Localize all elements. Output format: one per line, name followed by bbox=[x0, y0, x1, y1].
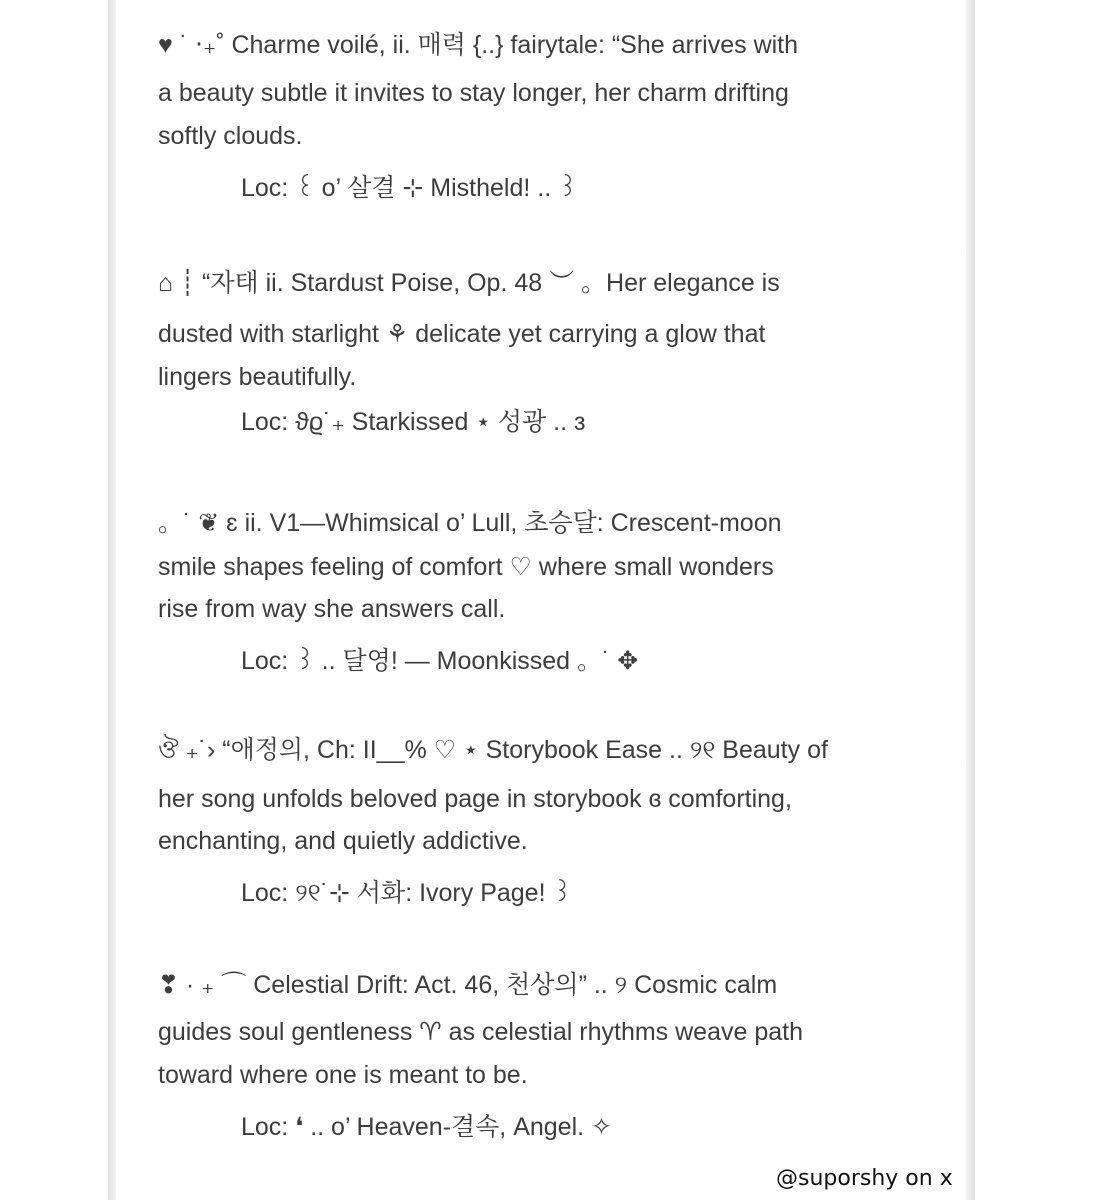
entry-4-line-3: enchanting, and quietly addictive. bbox=[158, 827, 528, 855]
entry-3-line-2: smile shapes feeling of comfort ♡ where small wonders bbox=[158, 553, 774, 581]
entry-3-line-1: 。˙ ❦ ɛ ii. V1—Whimsical o’ Lull, 초승달: Crescent-moon bbox=[158, 509, 782, 537]
entry-2-line-3: lingers beautifully. bbox=[158, 363, 357, 391]
entry-1-line-1: ♥︎ ˙ ‧₊˚ Charme voilé, ii. 매력 {..} fairytale: “She arrives with bbox=[158, 31, 799, 59]
entry-5-location: Loc: ❛ .. o’ Heaven-결속, Angel. ✧ bbox=[241, 1113, 612, 1141]
page-right-edge bbox=[966, 0, 975, 1200]
entry-5-line-3: toward where one is meant to be. bbox=[158, 1061, 528, 1089]
entry-3-location: Loc: ꒱ .. 달영! — Moonkissed 。˙ ✥ bbox=[241, 647, 639, 675]
entry-1-line-3: softly clouds. bbox=[158, 122, 303, 150]
entry-2-line-2: dusted with starlight ⚘ delicate yet carrying a glow that bbox=[158, 320, 766, 348]
entry-3-line-3: rise from way she answers call. bbox=[158, 595, 506, 623]
entry-4-line-2: her song unfolds beloved page in storybook ɞ comforting, bbox=[158, 785, 792, 813]
entry-2-location: Loc: ϑϱ˙₊ Starkissed ⋆ 성광 .. ɜ bbox=[241, 408, 586, 436]
entry-4-line-1: ঔ ₊˙› “애정의, Ch: II__% ♡ ⋆ Storybook Ease .. ୨୧ Beauty of bbox=[158, 736, 828, 764]
entry-1-line-2: a beauty subtle it invites to stay longer, her charm drifting bbox=[158, 79, 789, 107]
page-left-edge bbox=[108, 0, 116, 1200]
entry-5-line-1: ❣ · ₊ ⌒ Celestial Drift: Act. 46, 천상의” .. ୨ Cosmic calm bbox=[158, 971, 778, 999]
entry-2-line-1: ⌂ ┊ “자태 ii. Stardust Poise, Op. 48 ︶ 。Her elegance is bbox=[158, 269, 780, 297]
entry-4-location: Loc: ୨୧˙⊹ 서화: Ivory Page! ꒱ bbox=[241, 879, 573, 907]
watermark: @suporshy on x bbox=[776, 1166, 953, 1191]
entry-1-location: Loc: ꒰ o’ 살결 ⊹ Mistheld! .. ꒱ bbox=[241, 174, 578, 202]
entry-5-line-2: guides soul gentleness ♈ as celestial rhythms weave path bbox=[158, 1018, 803, 1046]
